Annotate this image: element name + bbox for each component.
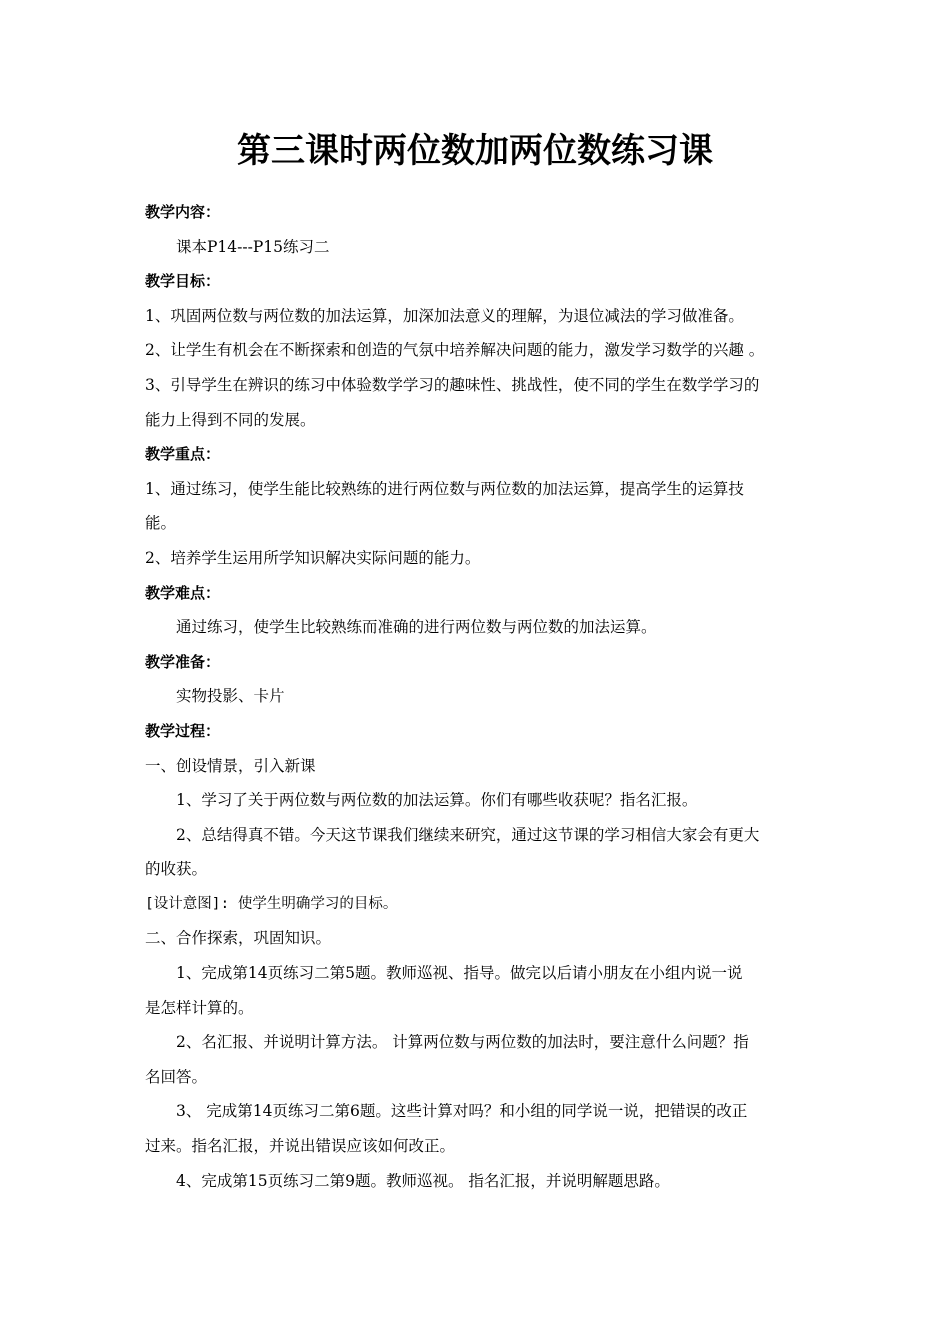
design-intent-note: [设计意图]: 使学生明确学习的目标。 — [145, 895, 398, 912]
paragraph-line: 4、完成第15页练习二第9题。教师巡视。 指名汇报，并说明解题思路。 — [176, 1171, 670, 1190]
paragraph-line: 名回答。 — [145, 1067, 208, 1086]
paragraph-line: 过来。指名汇报，并说出错误应该如何改正。 — [145, 1137, 456, 1156]
document-title: 第三课时两位数加两位数练习课 — [237, 131, 713, 171]
paragraph-line: 3、引导学生在辨识的练习中体验数学学习的趣味性、挑战性，使不同的学生在数学学习的 — [145, 375, 760, 394]
section-heading-difficulties: 教学难点： — [145, 583, 221, 602]
paragraph-line: 课本P14---P15练习二 — [176, 237, 330, 256]
document-body — [145, 195, 813, 1198]
paragraph-line: 能力上得到不同的发展。 — [145, 410, 316, 429]
section-heading-key-points: 教学重点： — [145, 445, 221, 464]
section-heading-objectives: 教学目标： — [145, 272, 221, 291]
paragraph-line: 的收获。 — [145, 860, 208, 879]
paragraph-line: 2、总结得真不错。今天这节课我们继续来研究，通过这节课的学习相信大家会有更大 — [176, 825, 760, 844]
paragraph-line: 一、创设情景，引入新课 — [145, 756, 316, 775]
paragraph-line: 1、通过练习，使学生能比较熟练的进行两位数与两位数的加法运算，提高学生的运算技 — [145, 479, 744, 498]
section-heading-content: 教学内容： — [145, 203, 221, 221]
paragraph-line: 3、 完成第14页练习二第6题。这些计算对吗？和小组的同学说一说，把错误的改正 — [176, 1102, 748, 1121]
paragraph-line: 2、名汇报、并说明计算方法。 计算两位数与两位数的加法时，要注意什么问题？指 — [176, 1033, 749, 1052]
paragraph-line: 1、完成第14页练习二第5题。教师巡视、指导。做完以后请小朋友在小组内说一说 — [176, 964, 743, 983]
paragraph-line: 1、巩固两位数与两位数的加法运算，加深加法意义的理解，为退位减法的学习做准备。 — [145, 306, 744, 325]
paragraph-line: 2、培养学生运用所学知识解决实际问题的能力。 — [145, 548, 481, 567]
paragraph-line: 通过练习，使学生比较熟练而准确的进行两位数与两位数的加法运算。 — [176, 618, 657, 637]
paragraph-line: 实物投影、卡片 — [176, 687, 285, 706]
paragraph-line: 是怎样计算的。 — [145, 998, 254, 1017]
section-heading-process: 教学过程： — [145, 721, 221, 740]
paragraph-line: 1、学习了关于两位数与两位数的加法运算。你们有哪些收获呢？指名汇报。 — [176, 791, 698, 810]
section-heading-preparation: 教学准备： — [145, 652, 221, 671]
paragraph-line: 二、合作探索，巩固知识。 — [145, 929, 332, 948]
paragraph-line: 能。 — [145, 514, 177, 533]
paragraph-line: 2、让学生有机会在不断探索和创造的气氛中培养解决问题的能力，激发学习数学的兴趣 。 — [145, 341, 765, 360]
